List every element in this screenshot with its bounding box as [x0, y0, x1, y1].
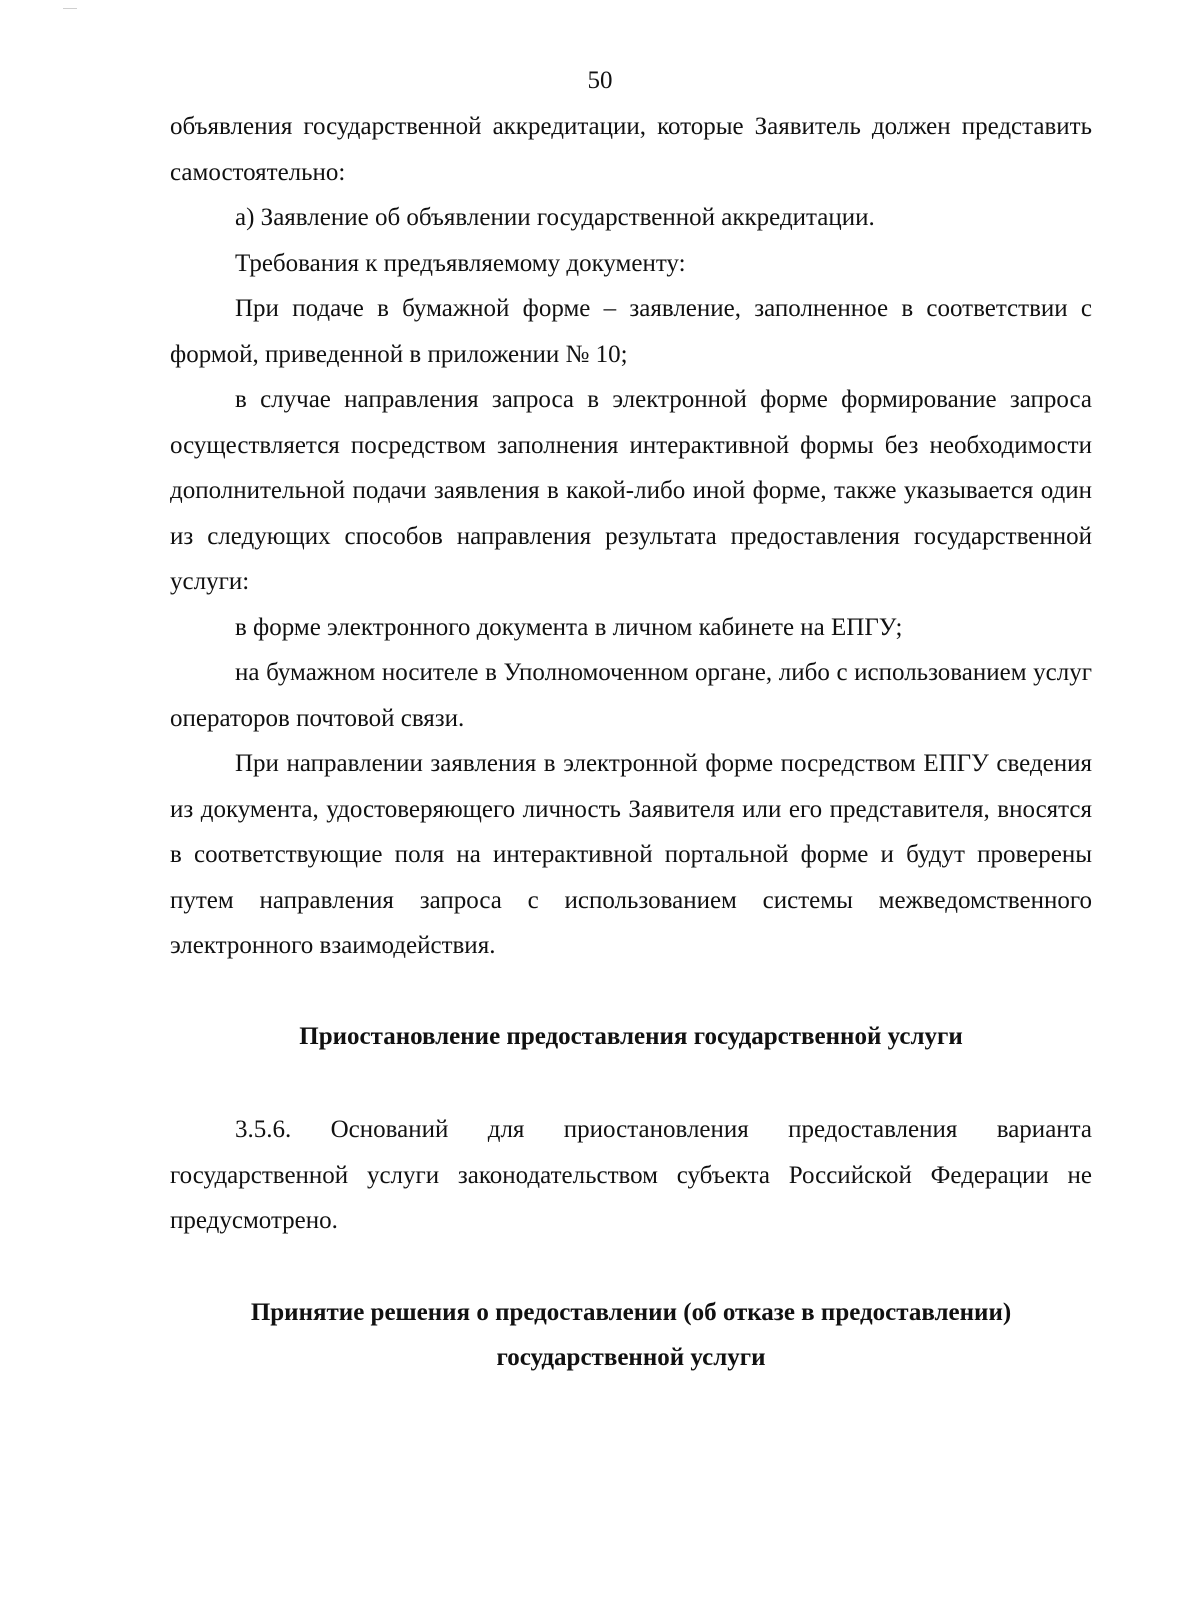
scan-artifact [63, 8, 77, 9]
heading-decision [170, 1290, 1092, 1381]
paragraph-paper-carrier: на бумажном носителе в Уполномоченном органе, либо с использованием услуг операторов почтовой связи. [170, 659, 1092, 732]
paragraph-continuation: объявления государственной аккредитации, которые Заявитель должен представить самостоятельно: [170, 113, 1092, 186]
heading-suspension: Приостановление предоставления государственной услуги [299, 1022, 963, 1050]
heading-decision-line2: государственной услуги [496, 1344, 766, 1371]
paragraph-electronic-form: в случае направления запроса в электронной форме формирование запроса осуществляется посредством заполнения интерактивной формы без необходимости дополнительной подачи заявления в какой-либо иной форме, также указывается один из следующих способов направления результата предоставления государственной услуги: [170, 386, 1092, 595]
paragraph-requirements: Требования к предъявляемому документу: [235, 249, 686, 277]
heading-decision-line1: Принятие решения о предоставлении (об отказе в предоставлении) [250, 1298, 1012, 1326]
paragraph-identity-check: При направлении заявления в электронной форме посредством ЕПГУ сведения из документа, удостоверяющего личность Заявителя или его представителя, вносятся в соответствующие поля на интерактивной портальной форме и будут проверены путем направления запроса с использованием системы межведомственного электронного взаимодействия. [170, 750, 1092, 959]
paragraph-item-a: а) Заявление об объявлении государственной аккредитации. [235, 204, 875, 231]
document-body [170, 104, 1092, 1381]
page-number: 50 [587, 67, 613, 94]
paragraph-epgu-cabinet: в форме электронного документа в личном кабинете на ЕПГУ; [235, 613, 903, 641]
paragraph-paper-form: При подаче в бумажной форме – заявление, заполненное в соответствии с формой, приведенной в приложении № 10; [170, 295, 1092, 368]
paragraph-3-5-6: 3.5.6. Оснований для приостановления предоставления варианта государственной услуги законодательством субъекта Российской Федерации не предусмотрено. [170, 1116, 1092, 1234]
